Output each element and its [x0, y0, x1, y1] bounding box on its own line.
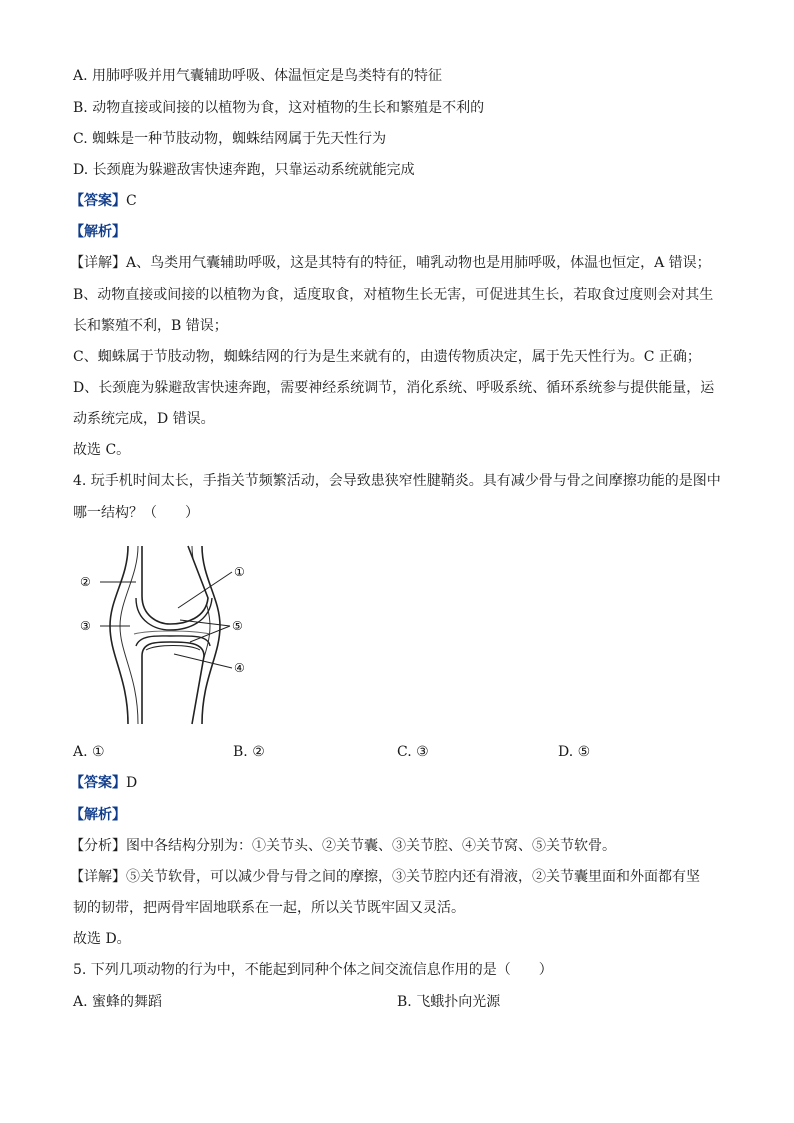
detail-label: 【详解】	[70, 255, 126, 271]
label-3: ③	[80, 619, 91, 633]
q4-stem-line-2: 哪一结构？（ ）	[73, 505, 199, 521]
answer-value: C	[126, 193, 137, 209]
q3-detail-line-6: 动系统完成，D 错误。	[73, 411, 215, 427]
q5-option-b: B. 飞蛾扑向光源	[397, 994, 501, 1010]
detail-text: A、鸟类用气囊辅助呼吸，这是其特有的特征，哺乳动物也是用肺呼吸，体温也恒定，A 错误；	[126, 255, 711, 271]
joint-capsule-outline-right	[202, 546, 220, 724]
q3-detail-line-1	[70, 253, 711, 273]
q4-detail-line-1	[70, 867, 700, 887]
detail-text: ⑤关节软骨，可以减少骨与骨之间的摩擦，③关节腔内还有滑液，②关节囊里面和外面都有坚	[126, 869, 700, 885]
q3-detail-line-5: D、长颈鹿为躲避敌害快速奔跑，需要神经系统调节，消化系统、呼吸系统、循环系统参与提供能量，运	[73, 380, 715, 396]
answer-value: D	[126, 775, 138, 791]
q4-option-d: D. ⑤	[558, 744, 591, 760]
label-2: ②	[80, 575, 91, 589]
label-5: ⑤	[232, 619, 243, 633]
analysis-text: 图中各结构分别为：①关节头、②关节囊、③关节腔、④关节窝、⑤关节软骨。	[126, 838, 616, 854]
joint-cavity	[134, 631, 210, 634]
q4-option-b: B. ②	[233, 744, 265, 760]
q3-detail-line-2: B、动物直接或间接的以植物为食，适度取食，对植物生长无害，可促进其生长，若取食过度则会对其生	[73, 287, 714, 303]
q3-detail-line-4: C、蜘蛛属于节肢动物，蜘蛛结网的行为是生来就有的，由遗传物质决定，属于先天性行为。C 正确；	[73, 349, 701, 365]
label-4: ④	[234, 661, 245, 675]
joint-head-bone	[142, 546, 208, 624]
q4-detail-line-2: 韧的韧带，把两骨牢固地联系在一起，所以关节既牢固又灵活。	[73, 900, 465, 916]
analysis-label: 【解析】	[70, 807, 126, 823]
q5-option-a: A. 蜜蜂的舞蹈	[73, 994, 163, 1010]
q3-option-d: D. 长颈鹿为躲避敌害快速奔跑，只靠运动系统就能完成	[73, 162, 415, 178]
q4-stem-line-1: 4. 玩手机时间太长，手指关节频繁活动，会导致患狭窄性腱鞘炎。具有减少骨与骨之间摩擦功能的是图中	[73, 473, 721, 489]
q4-option-a: A. ①	[73, 744, 105, 760]
q3-detail-line-3: 长和繁殖不利，B 错误；	[73, 318, 228, 334]
q3-answer	[70, 191, 137, 211]
q4-option-c: C. ③	[397, 744, 429, 760]
q3-analysis-heading	[70, 222, 126, 242]
analysis-label: 【解析】	[70, 224, 126, 240]
q3-choice: 故选 C。	[73, 442, 131, 458]
q3-option-a: A. 用肺呼吸并用气囊辅助呼吸、体温恒定是鸟类特有的特征	[73, 68, 443, 84]
joint-socket-bone	[142, 642, 204, 724]
detail-label: 【详解】	[70, 869, 126, 885]
answer-label: 【答案】	[70, 775, 126, 791]
joint-capsule-outline	[110, 546, 128, 724]
analysis-sub-label: 【分析】	[70, 838, 126, 854]
answer-label: 【答案】	[70, 193, 126, 209]
label-1: ①	[234, 565, 245, 579]
q3-option-b: B. 动物直接或间接的以植物为食，这对植物的生长和繁殖是不利的	[73, 100, 485, 116]
joint-capsule-inner-left	[120, 546, 138, 724]
q3-option-c: C. 蜘蛛是一种节肢动物，蜘蛛结网属于先天性行为	[73, 131, 387, 147]
joint-diagram	[70, 538, 270, 730]
q4-analysis-heading	[70, 805, 126, 825]
q4-answer	[70, 773, 137, 793]
q4-analysis	[70, 836, 616, 856]
q4-choice: 故选 D。	[73, 931, 131, 947]
leader-5a	[180, 620, 230, 626]
q5-stem: 5. 下列几项动物的行为中，不能起到同种个体之间交流信息作用的是（ ）	[73, 962, 553, 978]
